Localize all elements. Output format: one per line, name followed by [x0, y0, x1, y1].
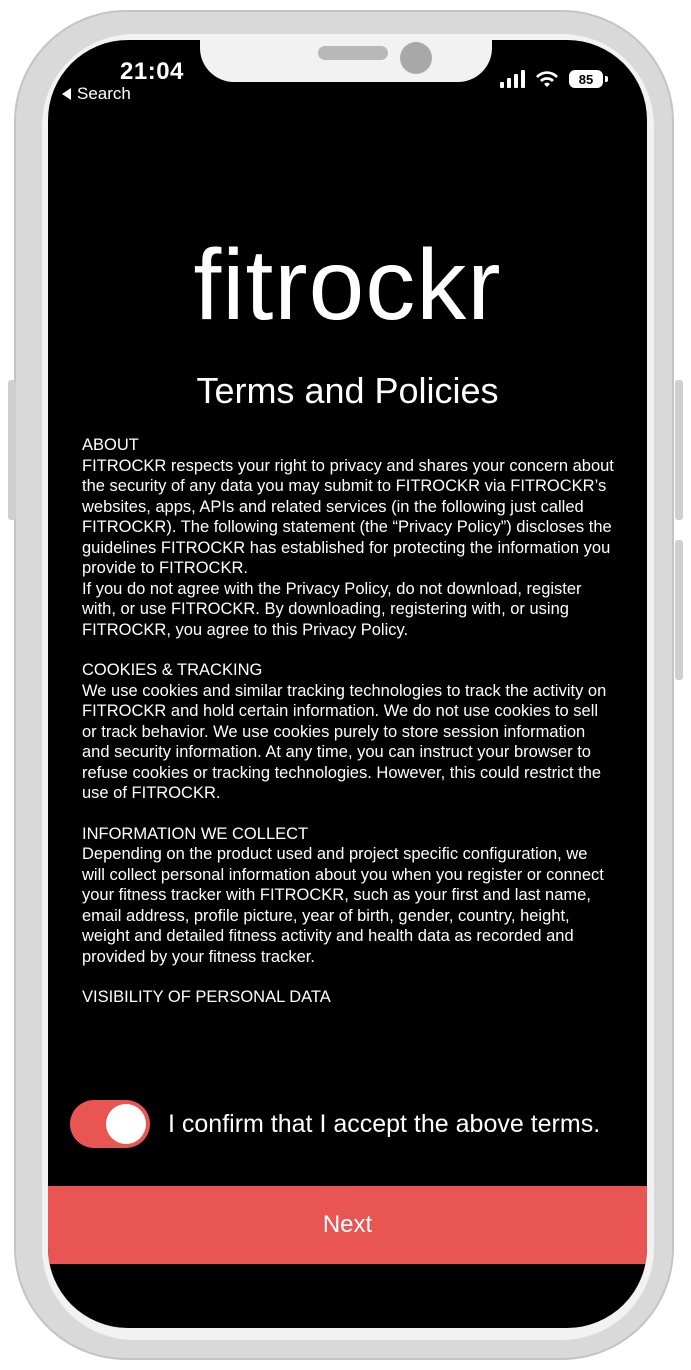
next-button[interactable]: Next — [48, 1186, 647, 1264]
terms-heading: INFORMATION WE COLLECT — [82, 824, 309, 843]
accept-terms-toggle[interactable] — [70, 1100, 150, 1148]
status-indicators — [500, 70, 603, 88]
back-arrow-icon — [62, 88, 71, 100]
battery-level: 85 — [578, 71, 594, 87]
app-logo: fitrockr — [193, 229, 502, 341]
terms-section-visibility — [82, 987, 614, 1008]
consent-row — [70, 1100, 640, 1148]
terms-heading: VISIBILITY OF PERSONAL DATA — [82, 988, 331, 1006]
terms-heading: COOKIES & TRACKING — [82, 661, 263, 679]
status-time: 21:04 — [120, 58, 184, 85]
terms-section-about — [82, 435, 614, 640]
terms-paragraph: We use cookies and similar tracking technologies to track the activity on FITROCKR and hold certain information. We do not use cookies to sell or track behavior. We use cookies purely to store session information and security information. At any time, you can instruct your browser to refuse cookies or tracking technologies. However, this could restrict the use of FITROCKR. — [82, 681, 607, 802]
terms-paragraph: Depending on the product used and project specific configuration, we will collect personal information about you when you register or connect your fitness tracker with FITROCKR, such as your first and last name, email address, profile picture, year of birth, gender, country, height, weight and detailed fitness activity and health data as recorded and provided by your fitness tracker. — [82, 845, 604, 966]
accept-terms-label[interactable]: I confirm that I accept the above terms. — [168, 1109, 601, 1138]
speaker — [318, 46, 388, 60]
toggle-knob — [106, 1104, 146, 1144]
battery-icon — [569, 70, 603, 88]
signal-icon — [500, 70, 525, 88]
back-to-search-link[interactable] — [62, 84, 131, 104]
terms-paragraph: If you do not agree with the Privacy Policy, do not download, register with, or use FITROCKR. By downloading, registering with, or using FITROCKR, you agree to this Privacy Policy. — [82, 579, 582, 639]
terms-scroll-area[interactable] — [82, 435, 614, 1055]
terms-section-information — [82, 824, 614, 968]
power-button — [675, 380, 683, 520]
page-title: Terms and Policies — [196, 370, 499, 411]
screen — [48, 40, 647, 1328]
terms-paragraph: FITROCKR respects your right to privacy and shares your concern about the security of any data you may submit to FITROCKR via FITROCKR’s websites, apps, APIs and related services (in the following just called FITROCKR). The following statement (the “Privacy Policy”) discloses the guidelines FITROCKR has established for protecting the information you provide to FITROCKR. — [82, 456, 614, 577]
scroll-fade — [82, 1040, 614, 1062]
volume-button — [8, 380, 16, 520]
terms-section-cookies — [82, 660, 614, 804]
wifi-icon — [535, 70, 559, 88]
side-button — [675, 540, 683, 680]
back-label: Search — [77, 84, 131, 103]
camera — [400, 42, 432, 74]
notch — [200, 40, 492, 82]
terms-heading: ABOUT — [82, 436, 139, 454]
